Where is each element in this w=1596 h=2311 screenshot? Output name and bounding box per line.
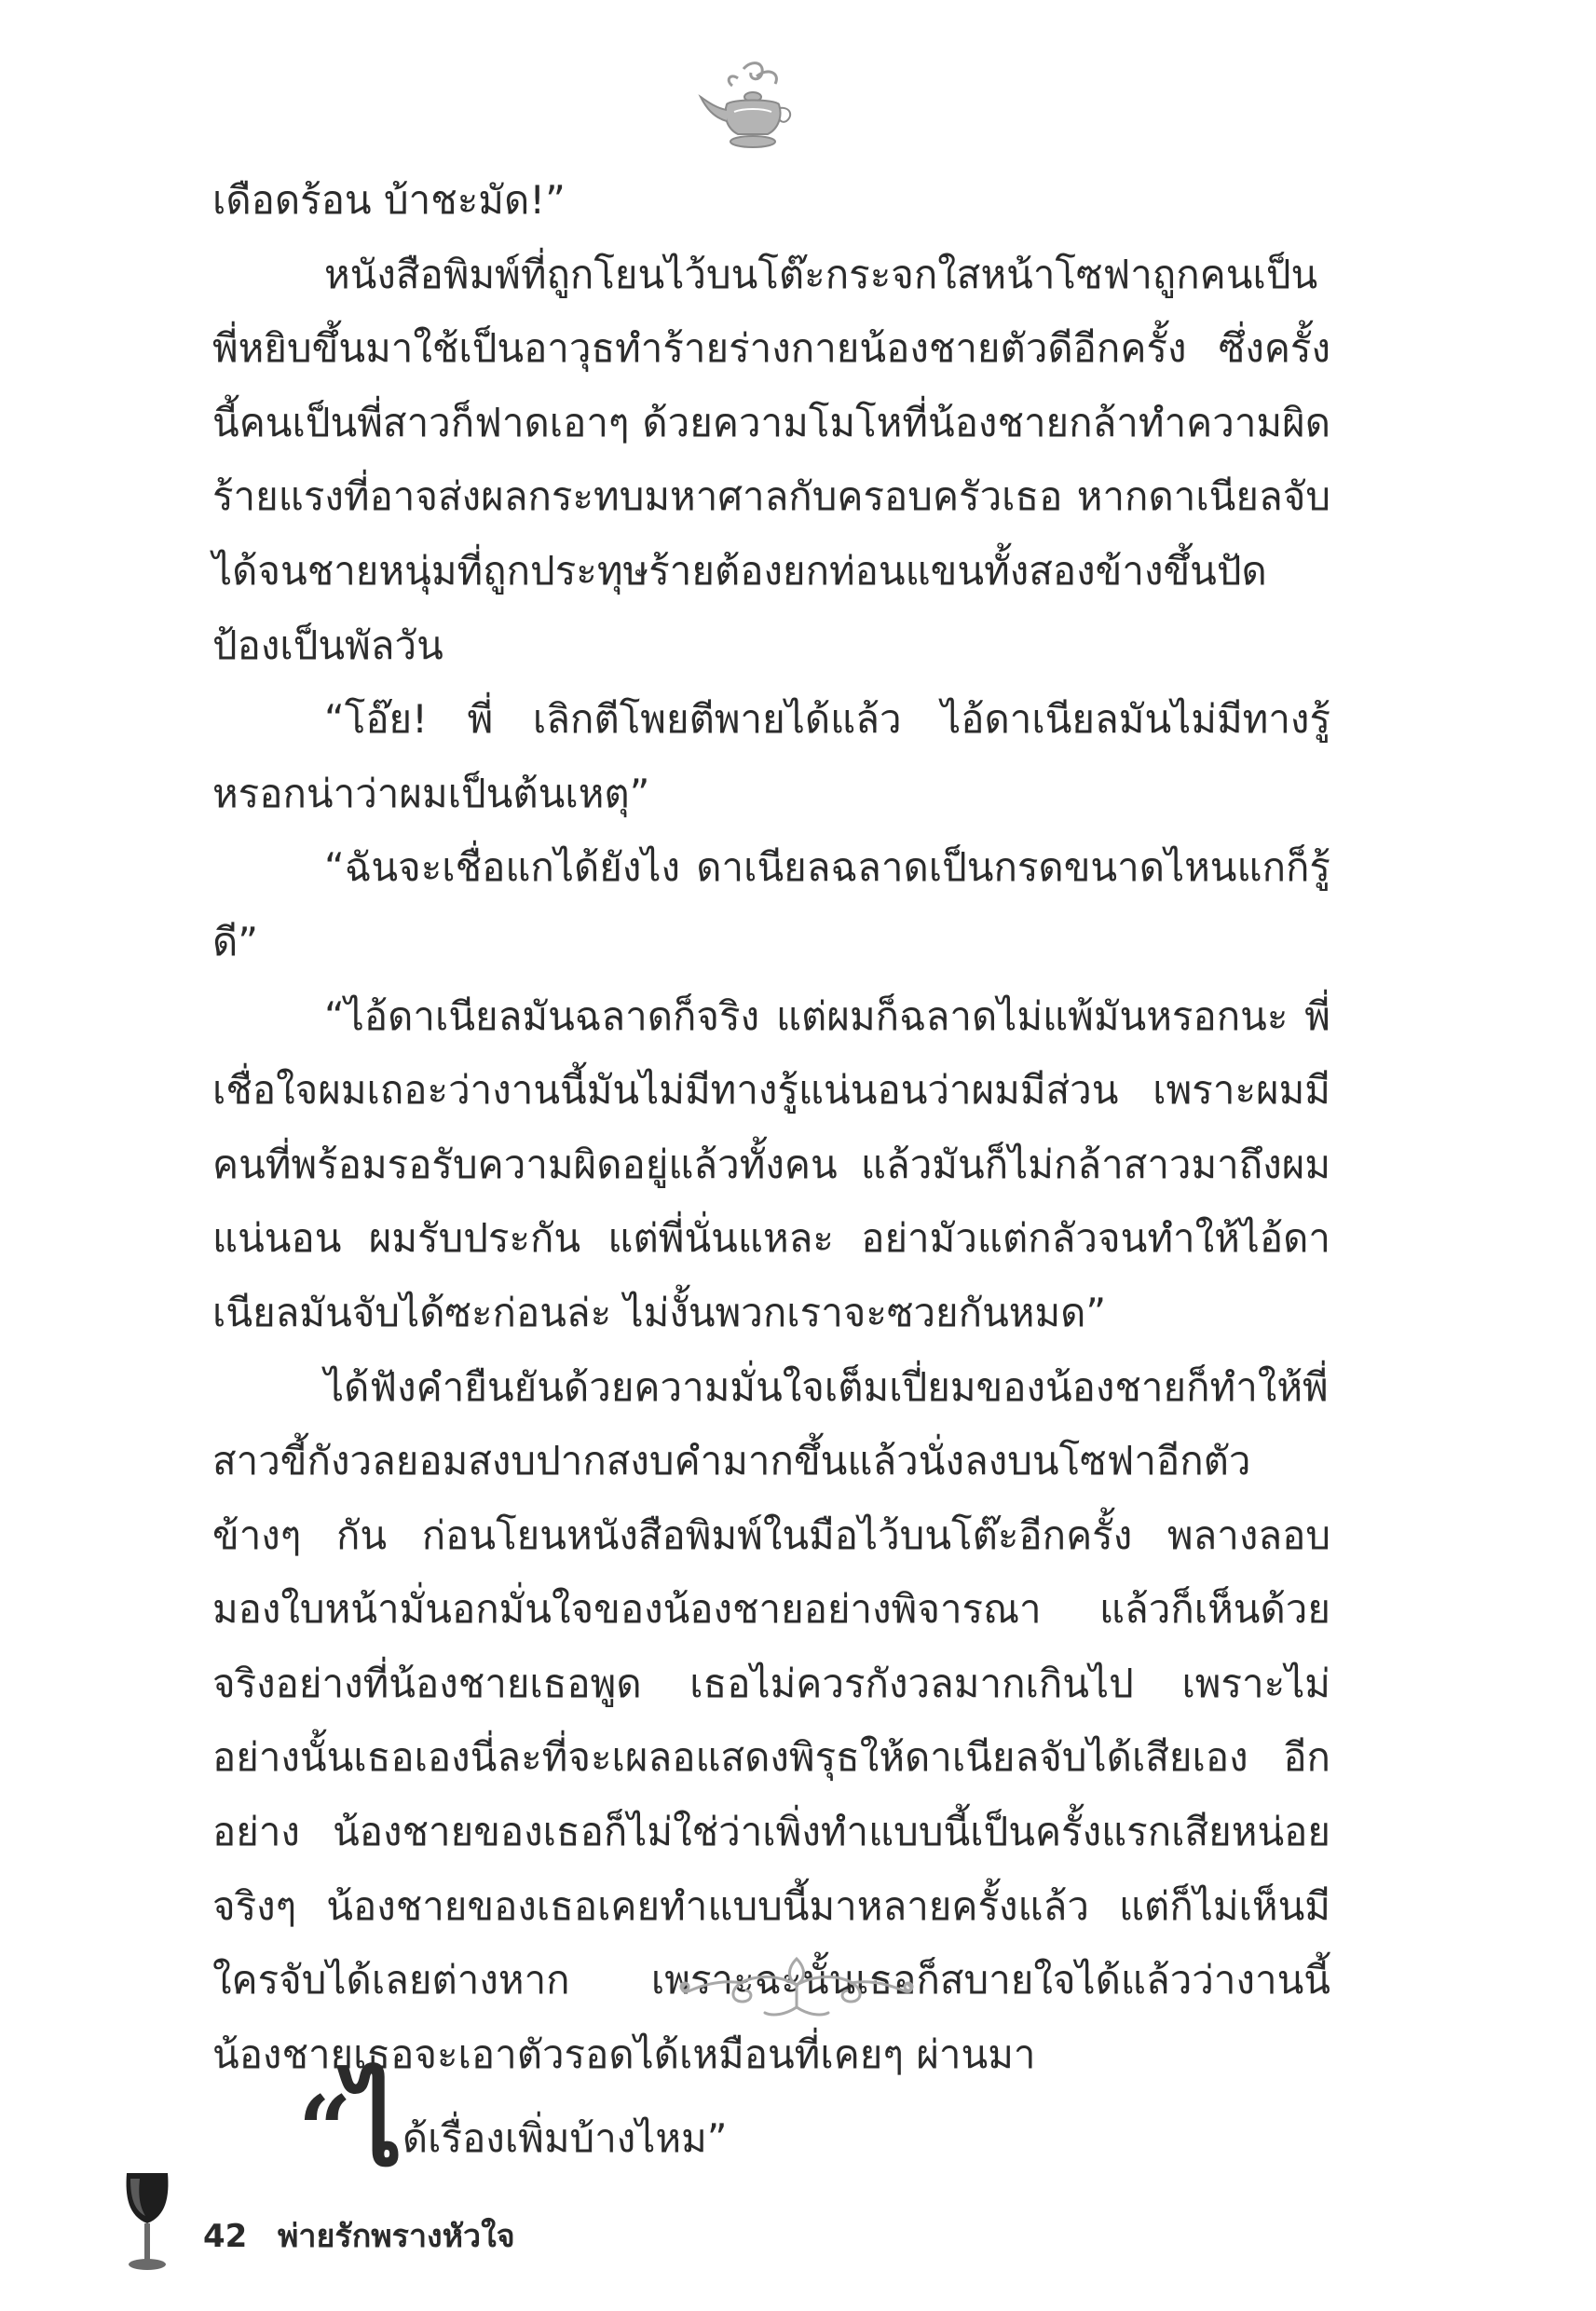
paragraph: “โอ๊ย! พี่ เลิกตีโพยตีพายได้แล้ว ไอ้ดาเนียลมันไม่มีทางรู้หรอกน่าว่าผมเป็นต้นเหตุ” xyxy=(212,696,1330,816)
book-title: พ่ายรักพรางหัวใจ xyxy=(278,2218,515,2255)
opening-quote: “ xyxy=(298,2075,347,2185)
page-footer xyxy=(121,2169,866,2274)
scroll-divider-icon xyxy=(657,1940,936,2024)
paragraph: ได้ฟังคำยืนยันด้วยความมั่นใจเต็มเปี่ยมของน้องชายก็ทำให้พี่สาวขี้กังวลยอมสงบปากสงบคำมากขึ้นแล้วนั่งลงบนโซฟาอีกตัวข้างๆ กัน ก่อนโยนหนังสือพิมพ์ในมือไว้บนโต๊ะอีกครั้ง พลางลอบมองใบหน้ามั่นอกมั่นใจของน้องชายอย่างพิจารณา แล้วก็เห็นด้วยจริงอย่างที่น้องชายเธอพูด เธอไม่ควรกังวลมากเกินไป เพราะไม่อย่างนั้นเธอเองนี่ละที่จะเผลอแสดงพิรุธให้ดาเนียลจับได้เสียเอง อีกอย่าง น้องชายของเธอก็ไม่ใช่ว่าเพิ่งทำแบบนี้เป็นครั้งแรกเสียหน่อย จริงๆ น้องชายของเธอเคยทำแบบนี้มาหลายครั้งแล้ว แต่ก็ไม่เห็นมีใครจับได้เลยต่างหาก เพราะฉะนั้นเธอก็สบายใจได้แล้วว่างานนี้น้องชายเธอจะเอาตัวรอดได้เหมือนที่เคยๆ ผ่านมา xyxy=(212,1363,1330,2077)
teapot-ornament-icon xyxy=(697,56,809,158)
paragraph: หนังสือพิมพ์ที่ถูกโยนไว้บนโต๊ะกระจกใสหน้าโซฟาถูกคนเป็นพี่หยิบขึ้นมาใช้เป็นอาวุธทำร้ายร่างกายน้องชายตัวดีอีกครั้ง ซึ่งครั้งนี้คนเป็นพี่สาวก็ฟาดเอาๆ ด้วยความโมโหที่น้องชายกล้าทำความผิดร้ายแรงที่อาจส่งผลกระทบมหาศาลกับครอบครัวเธอ หากดาเนียลจับได้จนชายหนุ่มที่ถูกประทุษร้ายต้องยกท่อนแขนทั้งสองข้างขึ้นปัดป้องเป็นพัลวัน xyxy=(212,251,1330,668)
page-number: 42 xyxy=(203,2218,248,2255)
drop-cap: ไ xyxy=(346,2060,402,2192)
paragraph: “ฉันจะเชื่อแกได้ยังไง ดาเนียลฉลาดเป็นกรดขนาดไหนแกก็รู้ดี” xyxy=(212,844,1330,964)
paragraph: “ไอ้ดาเนียลมันฉลาดก็จริง แต่ผมก็ฉลาดไม่แพ้มันหรอกนะ พี่เชื่อใจผมเถอะว่างานนี้มันไม่มีทางรู้แน่นอนว่าผมมีส่วน เพราะผมมีคนที่พร้อมรอรับความผิดอยู่แล้วทั้งคน แล้วมันก็ไม่กล้าสาวมาถึงผมแน่นอน ผมรับประกัน แต่พี่นั่นแหละ อย่ามัวแต่กลัวจนทำให้ไอ้ดาเนียลมันจับได้ซะก่อนล่ะ ไม่งั้นพวกเราจะซวยกันหมด” xyxy=(212,992,1330,1335)
section-opening-text: ด้เรื่องเพิ่มบ้างไหม” xyxy=(402,2115,728,2161)
paragraph: เดือดร้อน บ้าชะมัด!” xyxy=(212,177,566,223)
wine-glass-icon xyxy=(121,2169,173,2274)
body-text xyxy=(212,163,1330,2091)
